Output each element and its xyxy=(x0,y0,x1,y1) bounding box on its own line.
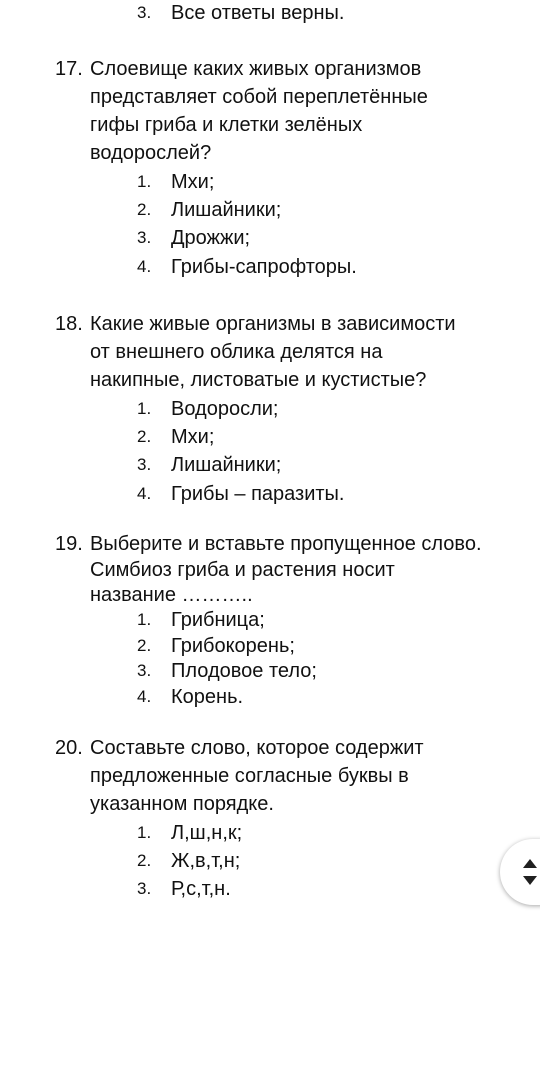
option-number: 2. xyxy=(137,636,152,655)
question-text-line: Выберите и вставьте пропущенное слово. xyxy=(90,533,482,555)
option-number: 3. xyxy=(137,661,152,680)
question-text-line: накипные, листоватые и кустистые? xyxy=(90,369,427,391)
option-text: Грибница; xyxy=(171,609,265,631)
option-text: Л,ш,н,к; xyxy=(171,822,243,844)
question-text-line: Какие живые организмы в зависимости xyxy=(90,313,456,335)
question-number: 19. xyxy=(55,533,83,555)
up-down-arrows-icon xyxy=(520,857,540,887)
question-text-line: гифы гриба и клетки зелёных xyxy=(90,114,363,136)
option-text: Плодовое тело; xyxy=(171,660,317,682)
option-number: 3. xyxy=(137,3,152,22)
option-text: Водоросли; xyxy=(171,398,279,420)
option-number: 2. xyxy=(137,427,152,446)
question-text-line: представляет собой переплетённые xyxy=(90,86,428,108)
option-number: 1. xyxy=(137,610,152,629)
option-number: 3. xyxy=(137,455,152,474)
option-text: Лишайники; xyxy=(171,199,282,221)
question-text-line: Симбиоз гриба и растения носит xyxy=(90,559,395,581)
question-number: 20. xyxy=(55,737,83,759)
question-text-line: от внешнего облика делятся на xyxy=(90,341,383,363)
option-text: Дрожжи; xyxy=(171,227,251,249)
question-text-line: название ……….. xyxy=(90,584,253,606)
option-text: Корень. xyxy=(171,686,244,708)
option-text: Мхи; xyxy=(171,426,215,448)
question-text-line: Составьте слово, которое содержит xyxy=(90,737,424,759)
option-number: 2. xyxy=(137,851,152,870)
option-number: 3. xyxy=(137,879,152,898)
option-number: 1. xyxy=(137,823,152,842)
option-number: 1. xyxy=(137,172,152,191)
question-number: 17. xyxy=(55,58,83,80)
option-text: Грибы-сапрофторы. xyxy=(171,256,357,278)
question-number: 18. xyxy=(55,313,83,335)
option-number: 2. xyxy=(137,200,152,219)
option-text: Р,с,т,н. xyxy=(171,878,231,900)
question-text-line: Слоевище каких живых организмов xyxy=(90,58,422,80)
question-text-line: водорослей? xyxy=(90,142,212,164)
question-text-line: предложенные согласные буквы в xyxy=(90,765,409,787)
option-number: 4. xyxy=(137,257,152,276)
option-text: Лишайники; xyxy=(171,454,282,476)
option-text: Грибы – паразиты. xyxy=(171,483,345,505)
option-number: 4. xyxy=(137,687,152,706)
option-text: Грибокорень; xyxy=(171,635,295,657)
option-text: Все ответы верны. xyxy=(171,2,345,24)
option-text: Мхи; xyxy=(171,171,215,193)
question-text-line: указанном порядке. xyxy=(90,793,274,815)
option-number: 3. xyxy=(137,228,152,247)
option-number: 4. xyxy=(137,484,152,503)
option-text: Ж,в,т,н; xyxy=(171,850,241,872)
option-number: 1. xyxy=(137,399,152,418)
